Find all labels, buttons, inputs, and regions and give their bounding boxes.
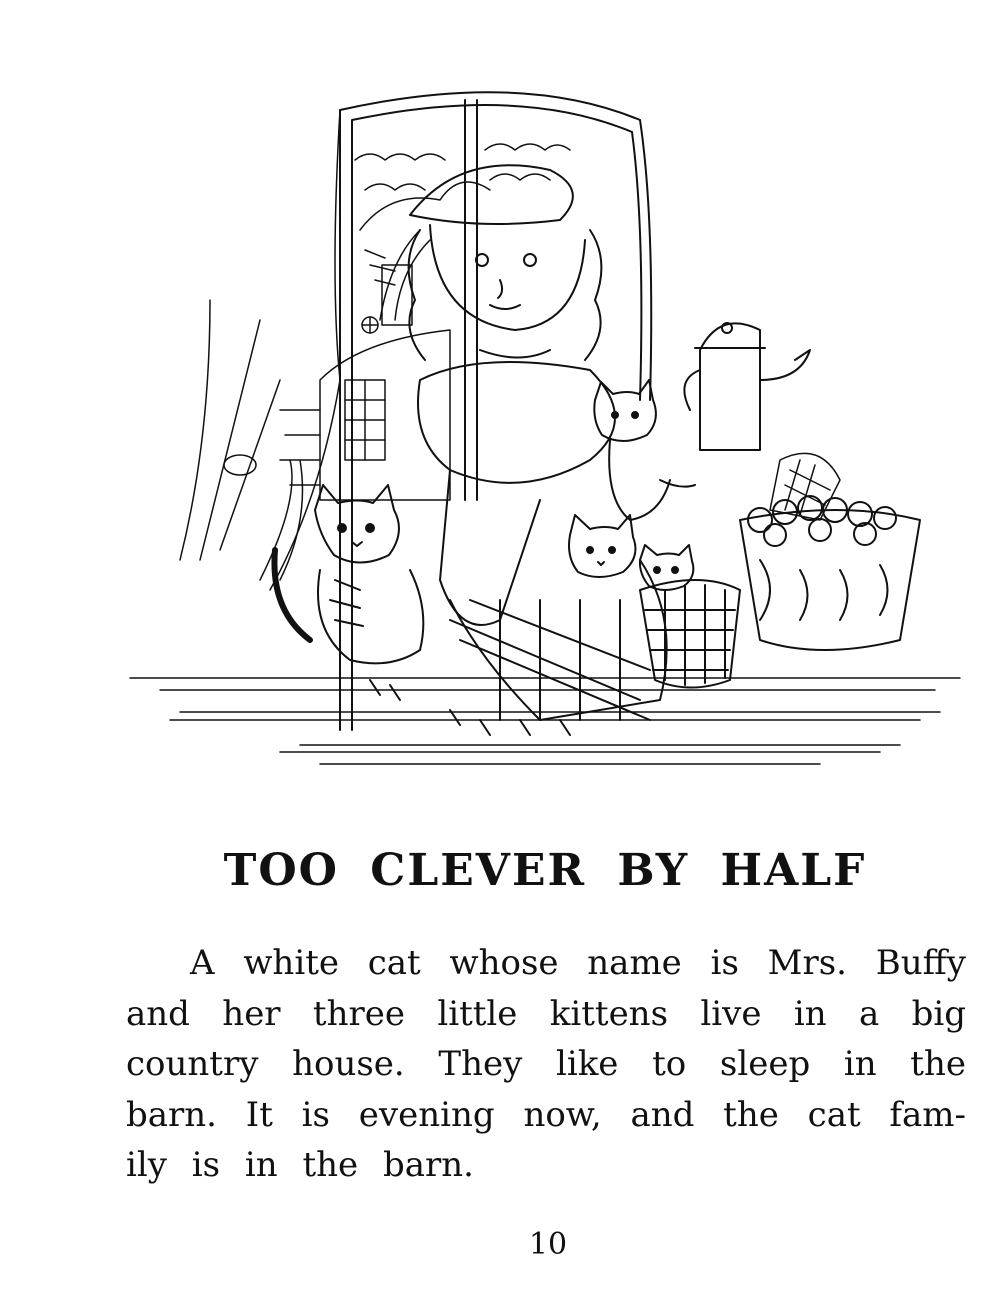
window-sill [130,678,960,764]
basket-with-kitten [640,545,740,688]
tabby-cat-left [274,485,423,663]
paragraph-line: ily is in the barn. [126,1145,474,1185]
tree [360,182,490,320]
paragraph-line: A white cat whose name is Mrs. Buffy [190,943,966,983]
kitten-held [594,380,695,520]
page-number: 10 [528,1227,568,1262]
white-kitten-lap [569,515,635,577]
bowl-of-rolls [740,496,920,650]
girl [370,165,667,735]
paragraph-line: barn. It is evening now, and the cat fam- [126,1094,966,1135]
cottage [280,265,450,500]
window-frame [340,92,651,730]
story-title: TOO CLEVER BY HALF [223,845,867,896]
illustration-girl-with-kittens [120,80,970,780]
paragraph-line: country house. They like to sleep in the [126,1044,966,1084]
story-paragraph [126,938,966,1191]
coffee-pot [684,323,810,450]
paragraph-line: and her three little kittens live in a big [126,993,966,1034]
